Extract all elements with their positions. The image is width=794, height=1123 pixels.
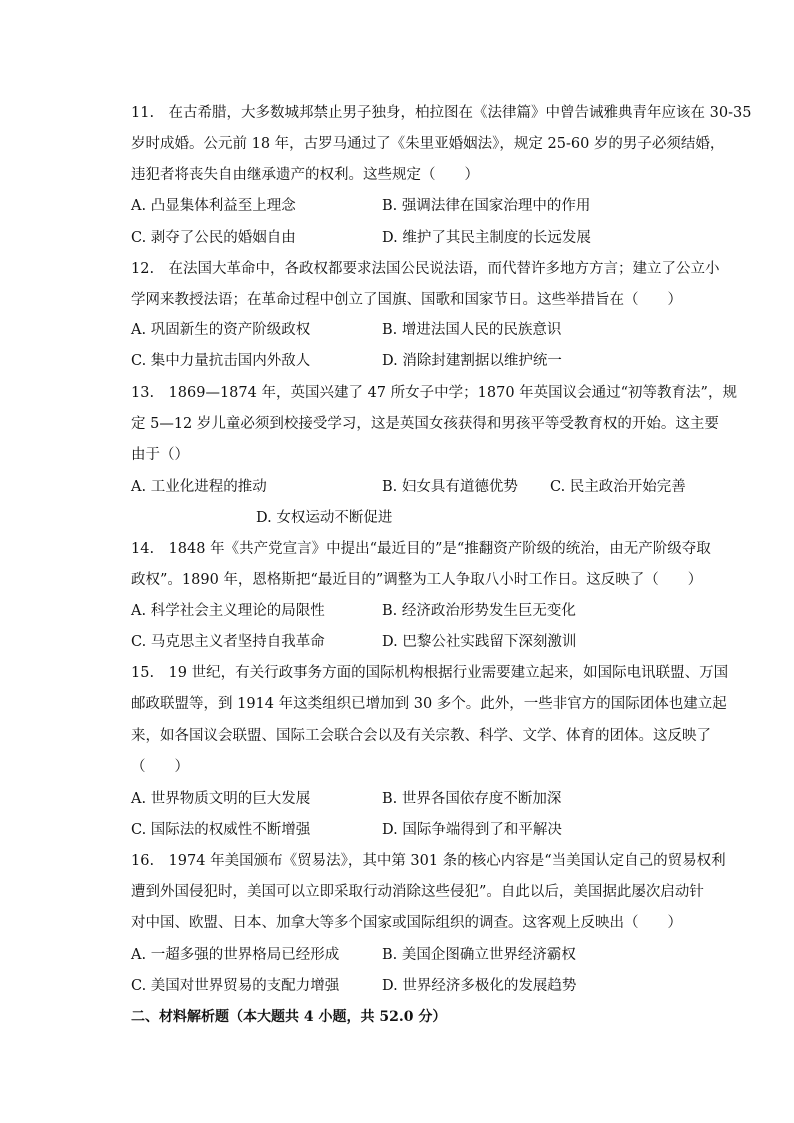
q12-option-b[interactable]: B. 增进法国人民的民族意识 [382,322,562,338]
q11-option-c[interactable]: C. 剥夺了公民的婚姻自由 [131,230,296,246]
q15-option-b[interactable]: B. 世界各国依存度不断加深 [382,791,562,807]
q11-option-d[interactable]: D. 维护了其民主制度的长远发展 [382,230,591,246]
q13-option-a[interactable]: A. 工业化进程的推动 [131,479,267,495]
q14-option-c[interactable]: C. 马克思主义者坚持自我革命 [131,634,325,650]
q15-stem-line-4: （ ） [131,759,189,775]
q16-option-b[interactable]: B. 美国企图确立世界经济霸权 [382,947,576,963]
q13-stem-line-1: 13. 1869—1874 年，英国兴建了 47 所女子中学；1870 年英国议会通过“初等教育法”，规 [131,385,737,401]
q12-stem-line-1: 12. 在法国大革命中，各政权都要求法国公民说法语，而代替许多地方方言；建立了公立小 [131,261,720,277]
q16-option-a[interactable]: A. 一超多强的世界格局已经形成 [131,947,340,963]
q11-option-a[interactable]: A. 凸显集体利益至上理念 [131,198,296,214]
q16-option-d[interactable]: D. 世界经济多极化的发展趋势 [382,978,577,994]
q13-option-d[interactable]: D. 女权运动不断促进 [256,510,393,526]
q13-option-c[interactable]: C. 民主政治开始完善 [550,479,686,495]
q16-stem-line-3: 对中国、欧盟、日本、加拿大等多个国家或国际组织的调查。这客观上反映出（ ） [131,915,682,931]
q11-stem-line-1: 11. 在古希腊，大多数城邦禁止男子独身，柏拉图在《法律篇》中曾告诫雅典青年应该在 30-35 [131,105,752,121]
q16-stem-line-2: 遭到外国侵犯时，美国可以立即采取行动消除这些侵犯”。自此以后，美国据此屡次启动针 [131,884,704,900]
q15-stem-line-2: 邮政联盟等，到 1914 年这类组织已增加到 30 多个。此外，一些非官方的国际团体也建立起 [131,696,727,712]
q12-stem-line-2: 学网来教授法语；在革命过程中创立了国旗、国歌和国家节日。这些举措旨在（ ） [131,292,682,308]
q15-stem-line-3: 来，如各国议会联盟、国际工会联合会以及有关宗教、科学、文学、体育的团体。这反映了 [131,728,711,744]
q15-stem-line-1: 15. 19 世纪，有关行政事务方面的国际机构根据行业需要建立起来，如国际电讯联盟、万国 [131,665,729,681]
q14-stem-line-2: 政权”。1890 年，恩格斯把“最近目的”调整为工人争取八小时工作日。这反映了（ ） [131,572,703,588]
q12-option-d[interactable]: D. 消除封建割据以维护统一 [382,353,562,369]
q12-option-a[interactable]: A. 巩固新生的资产阶级政权 [131,322,311,338]
q13-option-b[interactable]: B. 妇女具有道德优势 [382,479,518,495]
q16-option-c[interactable]: C. 美国对世界贸易的支配力增强 [131,978,340,994]
q13-stem-line-2: 定 5—12 岁儿童必须到校接受学习，这是英国女孩获得和男孩平等受教育权的开始。这主要 [131,416,719,432]
q16-stem-line-1: 16. 1974 年美国颁布《贸易法》，其中第 301 条的核心内容是“当美国认定自己的贸易权利 [131,853,726,869]
q15-option-a[interactable]: A. 世界物质文明的巨大发展 [131,791,311,807]
q15-option-c[interactable]: C. 国际法的权威性不断增强 [131,822,311,838]
q14-stem-line-1: 14. 1848 年《共产党宣言》中提出“最近目的”是“推翻资产阶级的统治，由无产阶级夺取 [131,541,711,557]
q12-option-c[interactable]: C. 集中力量抗击国内外敌人 [131,353,311,369]
q11-option-b[interactable]: B. 强调法律在国家治理中的作用 [382,198,591,214]
section-heading: 二、材料解析题（本大题共 4 小题，共 52.0 分） [131,1009,447,1025]
q13-stem-line-3: 由于（） [131,447,189,463]
q11-stem-line-2: 岁时成婚。公元前 18 年，古罗马通过了《朱里亚婚姻法》，规定 25-60 岁的男子必须结婚， [131,136,725,152]
q14-option-d[interactable]: D. 巴黎公社实践留下深刻激训 [382,634,577,650]
q11-stem-line-3: 违犯者将丧失自由继承遗产的权利。这些规定（ ） [131,167,479,183]
q15-option-d[interactable]: D. 国际争端得到了和平解决 [382,822,562,838]
q14-option-b[interactable]: B. 经济政治形势发生巨无变化 [382,603,576,619]
q14-option-a[interactable]: A. 科学社会主义理论的局限性 [131,603,325,619]
